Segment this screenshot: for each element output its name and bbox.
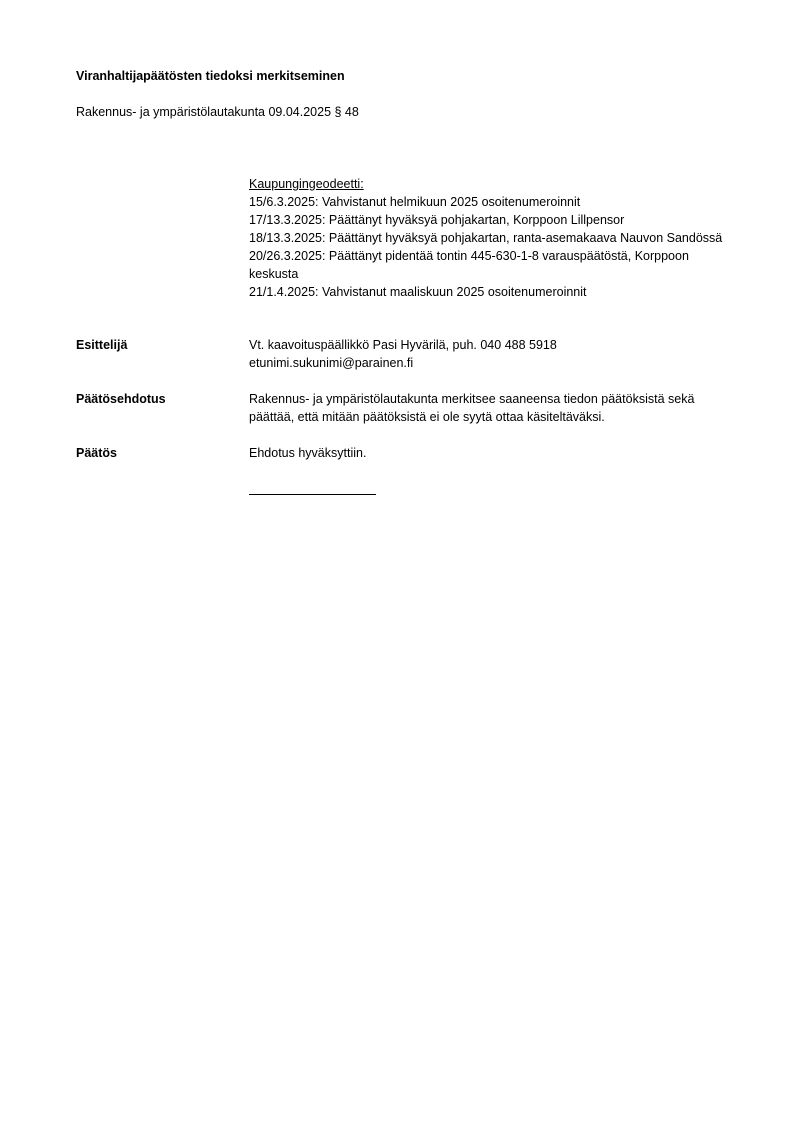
decision-item: 15/6.3.2025: Vahvistanut helmikuun 2025 osoitenumeroinnit — [249, 195, 581, 209]
decisions-list — [249, 175, 739, 301]
signature-line — [249, 494, 376, 495]
presenter-label: Esittelijä — [76, 338, 128, 352]
document-title: Viranhaltijapäätösten tiedoksi merkitseminen — [76, 69, 345, 83]
decision-label: Päätös — [76, 446, 117, 460]
presenter-name-phone: Vt. kaavoituspäällikkö Pasi Hyvärilä, puh. 040 488 5918 — [249, 338, 557, 352]
proposal-label: Päätösehdotus — [76, 392, 166, 406]
decisions-heading: Kaupungingeodeetti: — [249, 177, 364, 191]
proposal-text: Rakennus- ja ympäristölautakunta merkitsee saaneensa tiedon päätöksistä sekä päättää, että mitään päätöksistä ei ole syytä ottaa käsiteltäväksi. — [249, 392, 695, 424]
decision-item: 20/26.3.2025: Päättänyt pidentää tontin 445-630-1-8 varauspäätöstä, Korppoon keskusta — [249, 249, 689, 281]
presenter-email: etunimi.sukunimi@parainen.fi — [249, 356, 414, 370]
decision-item: 21/1.4.2025: Vahvistanut maaliskuun 2025 osoitenumeroinnit — [249, 285, 587, 299]
presenter-value — [249, 336, 739, 372]
meeting-reference: Rakennus- ja ympäristölautakunta 09.04.2025 § 48 — [76, 105, 359, 119]
decision-item: 17/13.3.2025: Päättänyt hyväksyä pohjakartan, Korppoon Lillpensor — [249, 213, 625, 227]
decision-item: 18/13.3.2025: Päättänyt hyväksyä pohjakartan, ranta-asemakaava Nauvon Sandössä — [249, 231, 723, 245]
decision-text: Ehdotus hyväksyttiin. — [249, 446, 367, 460]
